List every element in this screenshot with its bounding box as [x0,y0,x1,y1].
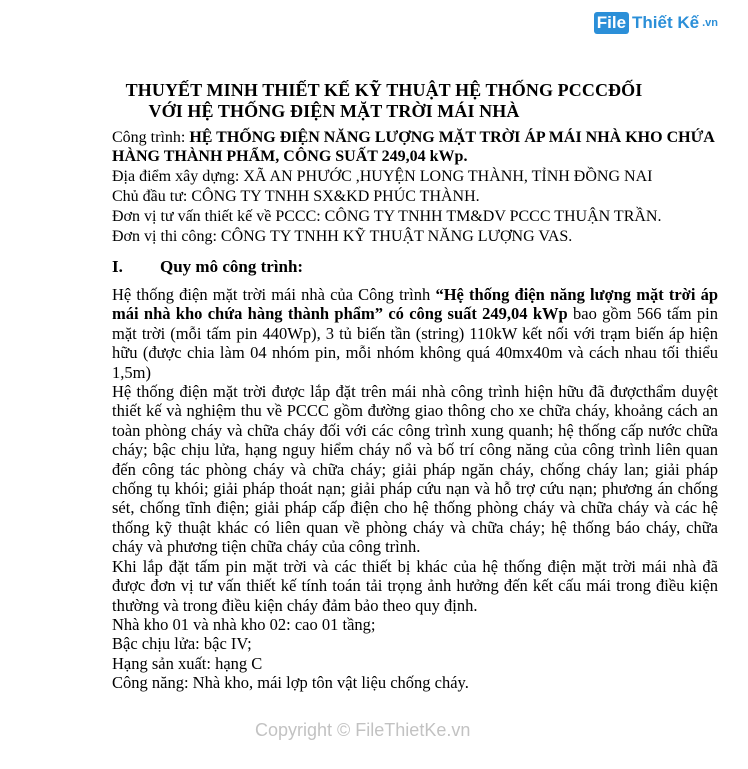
site-logo[interactable] [594,12,718,34]
project-value: HỆ THỐNG ĐIỆN NĂNG LƯỢNG MẶT TRỜI ÁP MÁI NHÀ KHO CHỨA HÀNG THÀNH PHẨM, CÔNG SUẤT 249,04 kWp. [112,129,714,165]
paragraph-1-rest: bao gồm 566 tấm pin mặt trời (mỗi tấm pin 440Wp), 3 tủ biến tần (string) 110kW kết nối với trạm biến áp hiện hữu (được chia làm 04 nhóm pin, mỗi nhóm không quá 40mx40m và cách nhau tối thiểu 1,5m) [112,304,719,382]
paragraph-4: Nhà kho 01 và nhà kho 02: cao 01 tầng; [112,614,376,634]
logo-text: Thiết Kế [632,13,700,32]
owner-info: Chủ đầu tư: CÔNG TY TNHH SX&KD PHÚC THÀNH. [112,188,480,205]
paragraph-1-bold: “Hệ thống điện năng lượng mặt trời áp mái nhà kho chứa hàng thành phẩm” có công suất 249,04 kWp [112,285,718,324]
section-number: I. [112,257,123,276]
project-info [112,128,732,166]
contractor-info: Đơn vị thi công: CÔNG TY TNHH KỸ THUẬT NĂNG LƯỢNG VAS. [112,228,573,245]
paragraph-6: Hạng sản xuất: hạng C [112,653,263,673]
section-heading [112,257,303,277]
consultant-info: Đơn vị tư vấn thiết kế về PCCC: CÔNG TY TNHH TM&DV PCCC THUẬN TRẦN. [112,208,662,225]
paragraph-3: Khi lắp đặt tấm pin mặt trời và các thiết bị khác của hệ thống điện mặt trời mái nhà đã được đơn vị tư vấn thiết kế tính toán tải trọng ảnh hưởng đến kết cấu mái trong điều kiện thường và trong điều kiện cháy đảm bảo theo quy định. [112,556,718,615]
location-info: Địa điểm xây dựng: XÃ AN PHƯỚC ,HUYỆN LONG THÀNH, TỈNH ĐỒNG NAI [112,168,653,185]
paragraph-7: Công năng: Nhà kho, mái lợp tôn vật liệu chống cháy. [112,673,469,693]
document-body [112,285,718,693]
document-title-line-2: VỚI HỆ THỐNG ĐIỆN MẶT TRỜI MÁI NHÀ [148,101,520,121]
logo-suffix: .vn [702,17,718,29]
paragraph-5: Bậc chịu lửa: bậc IV; [112,634,252,654]
paragraph-1 [112,285,718,382]
project-label: Công trình: [112,129,190,146]
copyright-watermark: Copyright © FileThietKe.vn [255,720,471,740]
document-title-line-1: THUYẾT MINH THIẾT KẾ KỸ THUẬT HỆ THỐNG PCCCĐỐI [125,80,643,100]
logo-box: File [594,12,629,34]
paragraph-2: Hệ thống điện mặt trời được lắp đặt trên mái nhà công trình hiện hữu đã đượcthẩm duyệt thiết kế và nghiệm thu về PCCC gồm đường giao thông cho xe chữa cháy, khoảng cách an toàn phòng cháy và chữa cháy đối với các công trình xung quanh; hệ thống cấp nước chữa cháy; bậc chịu lửa, hạng nguy hiểm cháy nổ và bố trí công năng của công trình liên quan đến công tác phòng cháy và chữa cháy; giải pháp ngăn cháy, chống cháy lan; giải pháp chống tụ khói; giải pháp thoát nạn; giải pháp cứu nạn và hỗ trợ cứu nạn; phương án chống sét, chống tĩnh điện; giải pháp cấp điện cho hệ thống phòng cháy và chữa cháy và các hệ thống kỹ thuật khác có liên quan về phòng cháy và chữa cháy; hệ thống báo cháy, chữa cháy và phương tiện chữa cháy của công trình. [112,382,718,557]
section-title: Quy mô công trình: [160,257,304,276]
paragraph-1-intro: Hệ thống điện mặt trời mái nhà của Công trình [112,285,436,304]
